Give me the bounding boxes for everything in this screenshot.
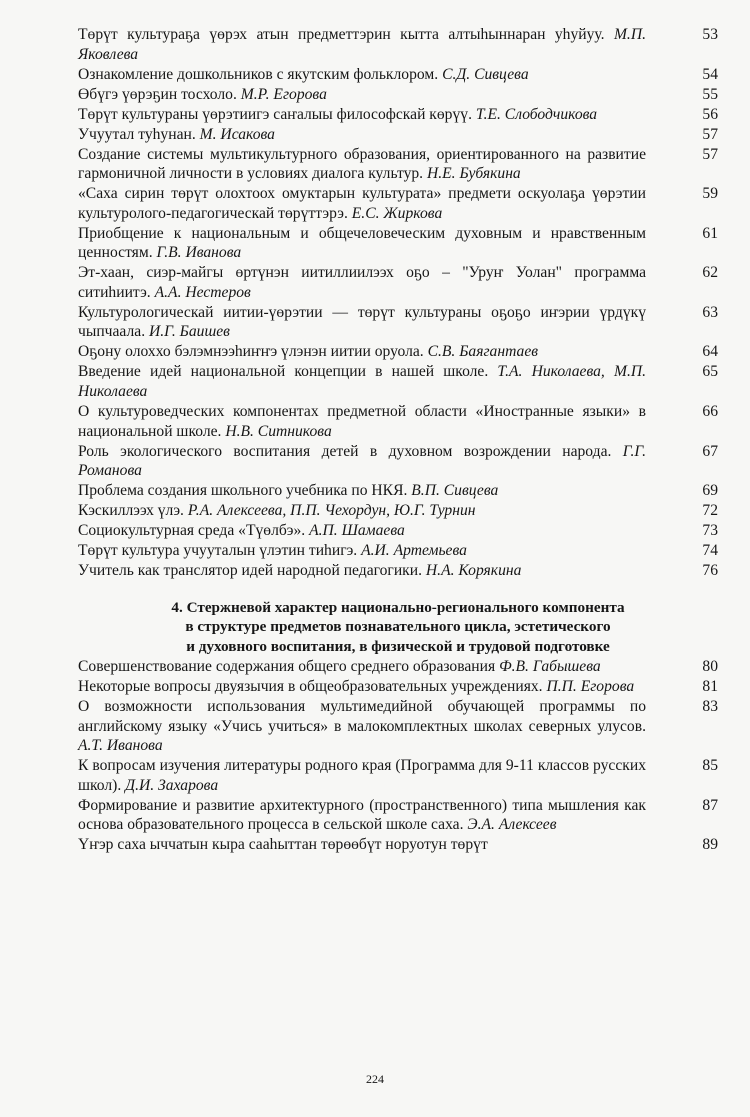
toc-entry-page: 87 bbox=[702, 796, 718, 814]
toc-entry-text bbox=[78, 65, 646, 85]
toc-entry-title: О возможности использования мультимедийной обучающей программы по английскому языку «Учись учиться» в малокомплектных школах северных улусов. bbox=[78, 698, 646, 735]
toc-entry bbox=[78, 342, 718, 362]
toc-entry bbox=[78, 796, 718, 835]
toc-entry-page: 76 bbox=[702, 562, 718, 580]
toc-entry-author: Н.А. Корякина bbox=[425, 562, 522, 580]
toc-entry bbox=[78, 224, 718, 263]
toc-entry-title: «Саха сирин төрүт олохтоох омуктарын культурата» предмети оскуолаҕа үөрэтии культуролого-педагогическай төрүттэрэ. bbox=[78, 185, 646, 222]
toc-entry bbox=[78, 835, 718, 855]
toc-entry bbox=[78, 402, 718, 441]
toc-entry-author: А.И. Артемьева bbox=[361, 542, 467, 560]
toc-entry-title: Создание системы мультикультурного образования, ориентированного на развитие гармоничной личности в условиях диалога культур. bbox=[78, 145, 646, 183]
toc-entry bbox=[78, 657, 718, 677]
toc-entry-title: Төрүт культура учууталын үлэтин тиһигэ. bbox=[78, 542, 358, 560]
toc-entry-title: Ознакомление дошкольников с якутским фольклором. bbox=[78, 65, 439, 83]
toc-entry-author: Н.В. Ситникова bbox=[225, 422, 332, 440]
toc-entry-page: 83 bbox=[702, 698, 718, 716]
toc-entry-page: 56 bbox=[702, 105, 718, 123]
toc-entry-text bbox=[78, 481, 646, 501]
toc-entry-page: 64 bbox=[702, 343, 718, 361]
toc-entry-title: Кэскиллээх үлэ. bbox=[78, 502, 184, 520]
toc-entry-title: Совершенствование содержания общего среднего образования bbox=[78, 658, 496, 676]
toc-entry-text bbox=[78, 362, 646, 401]
toc-entry-page: 81 bbox=[702, 678, 718, 696]
toc-entry-title: Учуутал туһунан. bbox=[78, 125, 196, 143]
toc-entry bbox=[78, 105, 718, 125]
toc-entry-page: 57 bbox=[702, 125, 718, 143]
toc-entry-text bbox=[78, 105, 646, 125]
toc-entry-text bbox=[78, 796, 646, 835]
toc-entry-page: 67 bbox=[702, 442, 718, 460]
toc-entry-page: 61 bbox=[702, 224, 718, 242]
toc-entry-page: 53 bbox=[702, 26, 718, 43]
toc-entry-author: П.П. Егорова bbox=[546, 678, 635, 696]
toc-entry-author: М.Р. Егорова bbox=[240, 85, 327, 103]
toc-entry-text bbox=[78, 25, 646, 64]
toc-entry bbox=[78, 501, 718, 521]
toc-entry-title: Проблема создания школьного учебника по НКЯ. bbox=[78, 482, 408, 500]
toc-entry-title: О культуроведческих компонентах предметной области «Иностранные языки» в национальной школе. bbox=[78, 402, 646, 440]
toc-entry-page: 69 bbox=[702, 482, 718, 500]
toc-entry-title: Социокультурная среда «Түөлбэ». bbox=[78, 522, 306, 540]
toc-entry-text bbox=[78, 677, 646, 697]
toc-section-4 bbox=[78, 657, 718, 855]
toc-entry-author: Е.С. Жиркова bbox=[351, 204, 443, 222]
toc-entry-page: 63 bbox=[702, 303, 718, 321]
toc-entry-text bbox=[78, 501, 646, 521]
toc-entry-title: Төрүт культураны үөрэтиигэ саҥалыы философскай көрүү. bbox=[78, 105, 472, 123]
toc-entry-author: А.П. Шамаева bbox=[309, 522, 405, 540]
toc-entry-text bbox=[78, 342, 646, 362]
toc-entry bbox=[78, 756, 718, 795]
toc-entry-text bbox=[78, 224, 646, 263]
toc-entry-author: Г.Г. Романова bbox=[78, 442, 646, 480]
toc-entry-title: Төрүт культураҕа үөрэх атын предметтэрин кытта алтыһыннаран уһуйуу. bbox=[78, 26, 605, 43]
toc-entry-page: 89 bbox=[702, 836, 718, 854]
toc-entry-author: Ф.В. Габышева bbox=[499, 658, 601, 676]
toc-entry-author: С.В. Баягантаев bbox=[427, 343, 539, 361]
toc-entry-title: Культурологическай иитии-үөрэтии — төрүт культураны оҕоҕо иҥэрии үрдүкү чыпчаала. bbox=[78, 303, 646, 341]
toc-entry-title: К вопросам изучения литературы родного края (Программа для 9-11 классов русских школ). bbox=[78, 757, 646, 794]
toc-entry-author: Р.А. Алексеева, П.П. Чехордун, Ю.Г. Турнин bbox=[187, 502, 476, 520]
toc-entry-text bbox=[78, 657, 646, 677]
toc-entry-author: Н.Е. Бубякина bbox=[426, 165, 521, 183]
toc-entry-title: Роль экологического воспитания детей в духовном возрождении народа. bbox=[78, 442, 612, 460]
section-4-heading-line-2: в структуре предметов познавательного цикла, эстетического bbox=[185, 618, 611, 636]
toc-entry bbox=[78, 442, 718, 481]
toc-entry-page: 55 bbox=[702, 85, 718, 103]
toc-entry-title: Оҕону олоххо бэлэмнээһиҥҥэ үлэнэн иитии оруола. bbox=[78, 343, 424, 361]
section-4-heading-line-1: 4. Стержневой характер национально-регионального компонента bbox=[171, 598, 625, 616]
toc-entry bbox=[78, 561, 718, 581]
toc-entry bbox=[78, 521, 718, 541]
toc-entry bbox=[78, 697, 718, 756]
toc-entry-author: Г.В. Иванова bbox=[156, 244, 242, 262]
toc-entry bbox=[78, 481, 718, 501]
toc-section-3-continued bbox=[78, 25, 718, 581]
toc-entry-text bbox=[78, 697, 646, 756]
toc-entry-title: Введение идей национальной концепции в нашей школе. bbox=[78, 363, 489, 381]
toc-entry-title: Некоторые вопросы двуязычия в общеобразовательных учреждениях. bbox=[78, 678, 543, 696]
toc-entry-author: М.П. Яковлева bbox=[78, 26, 646, 63]
toc-entry-author: В.П. Сивцева bbox=[411, 482, 499, 500]
toc-entry bbox=[78, 65, 718, 85]
toc-entry bbox=[78, 362, 718, 401]
toc-entry-author: Т.Е. Слободчикова bbox=[475, 105, 598, 123]
toc-entry-title: Үҥэр саха ыччатын кыра сааһыттан төрөөбүт норуотун төрүт bbox=[78, 836, 488, 854]
toc-entry-page: 73 bbox=[702, 522, 718, 540]
toc-entry-page: 66 bbox=[702, 402, 718, 420]
toc-entry-text bbox=[78, 521, 646, 541]
toc-entry bbox=[78, 145, 718, 184]
toc-entry bbox=[78, 125, 718, 145]
toc-entry-author: Т.А. Николаева, М.П. Николаева bbox=[78, 363, 647, 400]
toc-entry bbox=[78, 541, 718, 561]
section-4-heading-line-3: и духовного воспитания, в физической и трудовой подготовке bbox=[186, 637, 610, 655]
toc-entry bbox=[78, 184, 718, 223]
toc-entry bbox=[78, 85, 718, 105]
toc-entry-author: Э.А. Алексеев bbox=[467, 816, 557, 834]
toc-entry-text bbox=[78, 303, 646, 342]
toc-entry-text bbox=[78, 125, 646, 145]
toc-entry-title: Өбүгэ үөрэҕин тосхоло. bbox=[78, 85, 237, 103]
toc-entry-page: 72 bbox=[702, 502, 718, 520]
toc-entry-text bbox=[78, 145, 646, 184]
toc-entry-author: М. Исакова bbox=[199, 125, 275, 143]
toc-entry-text bbox=[78, 442, 646, 481]
toc-entry-page: 65 bbox=[702, 363, 718, 381]
toc-entry-page: 54 bbox=[702, 65, 718, 83]
toc-entry-page: 85 bbox=[702, 757, 718, 775]
toc-entry-text bbox=[78, 402, 646, 441]
table-of-contents bbox=[78, 25, 718, 855]
toc-entry bbox=[78, 303, 718, 342]
toc-entry-page: 59 bbox=[702, 185, 718, 203]
toc-entry-text bbox=[78, 85, 646, 105]
toc-entry bbox=[78, 263, 718, 302]
toc-entry-page: 62 bbox=[702, 264, 718, 282]
toc-entry-text bbox=[78, 756, 646, 795]
toc-entry-text bbox=[78, 263, 646, 302]
toc-entry-title: Формирование и развитие архитектурного (пространственного) типа мышления как основа образовательного процесса в сельской школе саха. bbox=[78, 796, 646, 834]
toc-entry bbox=[78, 25, 718, 64]
toc-entry-title: Приобщение к национальным и общечеловеческим духовным и нравственным ценностям. bbox=[78, 224, 646, 262]
toc-entry-author: И.Г. Баишев bbox=[149, 323, 230, 341]
toc-entry-author: А.Т. Иванова bbox=[78, 737, 163, 755]
toc-entry-page: 57 bbox=[702, 145, 718, 163]
toc-entry-text bbox=[78, 561, 646, 581]
toc-entry-page: 74 bbox=[702, 542, 718, 560]
toc-entry-title: Эт-хаан, сиэр-майгы өртүнэн иитиллиилээх оҕо – "Уруҥ Уолан" программа ситиһиитэ. bbox=[78, 264, 646, 301]
toc-entry-text bbox=[78, 541, 646, 561]
toc-entry-page: 80 bbox=[702, 658, 718, 676]
toc-entry-author: С.Д. Сивцева bbox=[442, 65, 529, 83]
section-4-heading bbox=[78, 598, 718, 657]
toc-entry-text bbox=[78, 835, 646, 855]
toc-entry-author: А.А. Нестеров bbox=[154, 283, 251, 301]
toc-entry-text bbox=[78, 184, 646, 223]
toc-entry-title: Учитель как транслятор идей народной педагогики. bbox=[78, 562, 422, 580]
toc-entry bbox=[78, 677, 718, 697]
page-number: 224 bbox=[366, 1072, 384, 1086]
toc-entry-author: Д.И. Захарова bbox=[125, 776, 219, 794]
